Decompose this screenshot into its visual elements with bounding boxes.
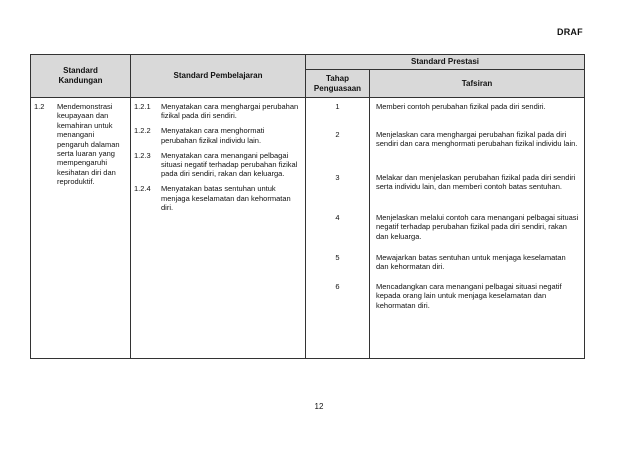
header-standard-prestasi: Standard Prestasi [306,55,585,70]
pembelajaran-number: 1.2.2 [134,126,151,136]
tahap-value: 4 [335,213,340,222]
pembelajaran-item [134,102,302,121]
tafsiran-cell [370,98,585,359]
pembelajaran-item [134,126,302,145]
pembelajaran-number: 1.2.1 [134,102,151,111]
pembelajaran-item [134,151,302,179]
tahap-value: 5 [335,253,340,262]
kandungan-number: 1.2 [34,102,45,111]
pembelajaran-text: Menyatakan cara menghormati perubahan fizikal individu lain. [161,126,265,145]
tahap-value: 1 [335,102,340,111]
tahap-cell [306,98,370,359]
tafsiran-text: Mencadangkan cara menangani pelbagai situasi negatif kepada orang lain untuk menjaga keselamatan dan kehormatan diri. [376,282,562,310]
standards-table [30,54,585,359]
tahap-value: 2 [335,130,340,139]
tafsiran-text: Melakar dan menjelaskan perubahan fizikal pada diri sendiri serta individu lain, dan memberi contoh batas sentuhan. [376,173,576,192]
tafsiran-text: Memberi contoh perubahan fizikal pada diri sendiri. [376,102,546,111]
draft-label: DRAF [557,27,583,37]
page-number: 12 [314,402,324,411]
pembelajaran-item [134,184,302,212]
header-standard-kandungan: Standard Kandungan [31,55,131,98]
pembelajaran-number: 1.2.3 [134,150,151,160]
pembelajaran-text: Menyatakan cara menangani pelbagai situasi negatif terhadap perubahan fizikal pada diri sendiri, rakan dan keluarga. [161,150,298,179]
tahap-value: 3 [335,173,340,182]
tafsiran-text: Mewajarkan batas sentuhan untuk menjaga keselamatan dan kehormatan diri. [376,253,566,272]
pembelajaran-cell [131,98,306,359]
header-tahap-penguasaan: Tahap Penguasaan [306,70,370,98]
pembelajaran-text: Menyatakan batas sentuhan untuk menjaga keselamatan dan kehormatan diri. [161,184,291,213]
header-standard-pembelajaran: Standard Pembelajaran [131,55,306,98]
tafsiran-text: Menjelaskan melalui contoh cara menangani pelbagai situasi negatif terhadap perubahan fizikal pada diri sendiri, rakan dan keluarga. [376,213,579,241]
pembelajaran-number: 1.2.4 [134,184,151,194]
tahap-value: 6 [335,282,340,291]
tafsiran-text: Menjelaskan cara menghargai perubahan fizikal pada diri sendiri dan cara menghormati perubahan fizikal individu lain. [376,130,578,149]
header-tafsiran: Tafsiran [370,70,585,98]
kandungan-cell [31,98,131,359]
pembelajaran-text: Menyatakan cara menghargai perubahan fizikal pada diri sendiri. [161,102,299,121]
kandungan-text: Mendemonstrasi keupayaan dan kemahiran untuk menangani pengaruh dalaman serta luaran yang mempengaruhi kesihatan diri dan reproduktif. [57,102,120,187]
